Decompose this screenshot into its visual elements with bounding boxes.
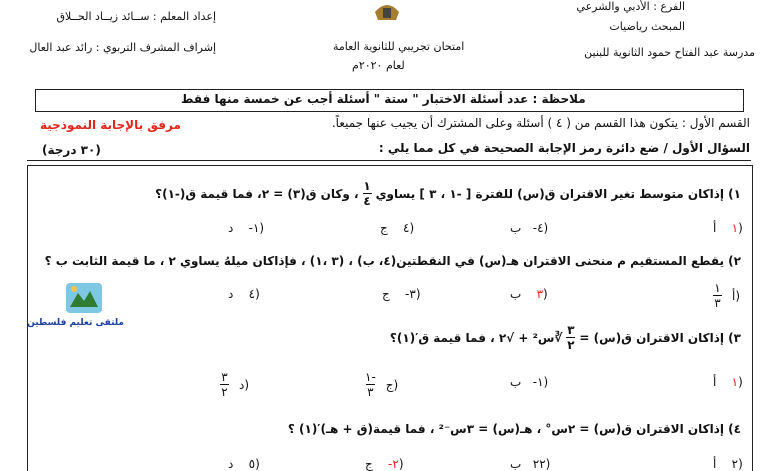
q2-option-c[interactable]: ٣- ج) [382, 287, 421, 301]
q1-option-c[interactable]: ٤ ج) [380, 221, 415, 235]
question-2: ٢) يقطع المستقيم م منحنى الاقتران هـ(س) في النقطتين(٤، ب) ، (٣ ،١) ، فإذاكان ميلهُ يساوي ٢ ، ما قيمة الثابت ب ؟ [44, 254, 741, 268]
attached-answers-label: مرفق بالإجابة النموذجية [40, 118, 181, 132]
q1-option-b[interactable]: ٤- ب) [510, 221, 549, 235]
emblem-icon [372, 0, 402, 22]
q1-fraction: $\frac{١}{٤}$ [363, 179, 371, 208]
note-text: ملاحظة : عدد أسئلة الاختبار " ستة " أسئلة أجب عن خمسة منها فقط [181, 92, 586, 106]
exam-year: لعام ٢٠٢٠م [352, 59, 405, 72]
subject-label: المبحث رياضيات [609, 20, 685, 33]
section-one-text: القسم الأول : يتكون هذا القسم من ( ٤ ) أسئلة وعلى المشترك أن يجيب عنها جميعاً. [331, 116, 750, 130]
question-one-title: السؤال الأول / ضع دائرة رمز الإجابة الصحيحة في كل مما يلي : [378, 141, 750, 155]
q1-option-a[interactable]: ١ أ) [713, 221, 743, 235]
branch-label: الفرع : الأدبي والشرعي [576, 0, 685, 13]
supervisor-label: إشراف المشرف التربوي : رائد عبد العال [29, 41, 216, 54]
exam-title: امتحان تجريبي للثانوية العامة [333, 40, 465, 53]
q3-text-end: ∛س² + √٢ ، فما قيمة ق′(١)؟ [389, 330, 563, 345]
school-name: مدرسة عبد الفتاح حمود الثانوية للبنين [584, 46, 755, 59]
q3-option-d[interactable]: $\frac{٣}{٢}$ د) [221, 370, 250, 399]
divider-top [27, 160, 751, 161]
q4-option-d[interactable]: ٥ د) [228, 457, 260, 471]
question-4: ٤) إذاكان الاقتران ق(س) = ٢س° ، هـ(س) = ٣س⁻² ، فما قيمة(ق + هـ)′(١) ؟ [287, 422, 741, 436]
q4-option-a[interactable]: ٢ أ) [713, 457, 743, 471]
q1-option-d[interactable]: ١- د) [228, 221, 265, 235]
marks-label: (٣٠ درجة) [42, 143, 101, 157]
q3-option-b[interactable]: ١- ب) [510, 375, 549, 389]
q1-text-end: ، وكان ق(٣) = ٢، فما قيمة ق(-١)؟ [155, 186, 359, 201]
question-1 [155, 180, 741, 207]
q3-text-start: ٣) إذاكان الاقتران ق(س) = [579, 330, 741, 345]
q2-option-a[interactable]: $\frac{١}{٣}$ أ) [714, 281, 741, 310]
q1-text-start: ١) إذاكان متوسط تغير الاقتران ق(س) للفترة [ -١ ، ٣ ] يساوي [375, 186, 741, 201]
teacher-label: إعداد المعلم : ســائد زيــاد الحــلاق [56, 10, 216, 23]
q4-option-c[interactable]: ٢- ج) [365, 457, 404, 471]
q2-option-d[interactable]: ٤ د) [228, 287, 260, 301]
question-3 [390, 324, 741, 351]
logo-caption: ملتقى تعليم فلسطين [27, 318, 124, 328]
q2-option-b[interactable]: ٣ ب) [510, 287, 548, 301]
q4-option-b[interactable]: ٢٢ ب) [510, 457, 551, 471]
q3-fraction: $\frac{٣}{٢}$ [567, 323, 575, 352]
q3-option-c[interactable]: $\frac{١-}{٣}$ ج) [365, 370, 399, 399]
q3-option-a[interactable]: ١ أ) [713, 375, 743, 389]
